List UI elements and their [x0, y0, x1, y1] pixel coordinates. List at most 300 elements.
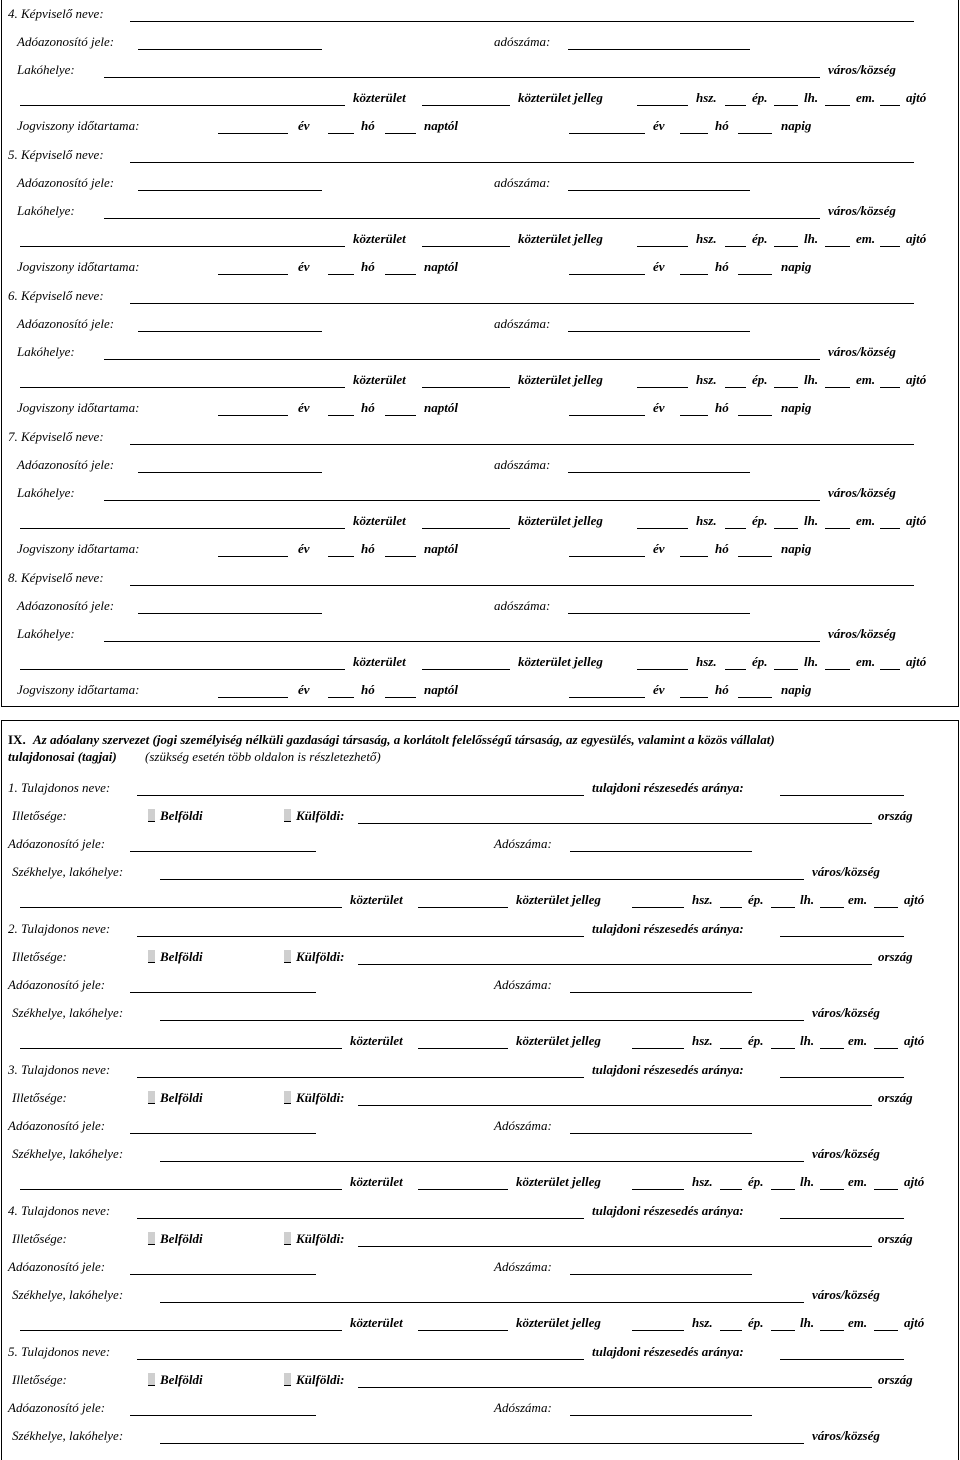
from-label: naptól: [424, 682, 458, 697]
building-label: ép.: [748, 1033, 764, 1048]
tax-number-field[interactable]: [568, 613, 750, 614]
floor-field[interactable]: [820, 1189, 844, 1190]
street-type-field[interactable]: [418, 1189, 508, 1190]
door-field[interactable]: [880, 246, 900, 247]
door-field[interactable]: [880, 669, 900, 670]
stairs-label: lh.: [800, 1174, 815, 1189]
floor-label: em.: [856, 90, 876, 105]
city-label: város/község: [812, 1287, 880, 1302]
building-label: ép.: [752, 372, 768, 387]
floor-field[interactable]: [825, 528, 850, 529]
year-label: év: [298, 400, 310, 415]
tax-number-field[interactable]: [570, 1274, 752, 1275]
floor-label: em.: [848, 892, 868, 907]
section-title: Az adóalany szervezet (jogi személyiség nélküli gazdasági társaság, a korlátolt felelősségű társaság, az egyesülés, valamint a közös vállalat): [33, 732, 775, 747]
from-day-field[interactable]: [385, 415, 416, 416]
representative-name-label: 5. Képviselő neve:: [8, 147, 104, 162]
year-label: év: [653, 400, 665, 415]
domestic-label: Belföldi: [160, 1231, 203, 1246]
door-field[interactable]: [874, 1330, 898, 1331]
foreign-label: Külföldi:: [296, 949, 345, 964]
owner-name-field[interactable]: [137, 795, 584, 796]
floor-label: em.: [856, 372, 876, 387]
share-field[interactable]: [780, 936, 904, 937]
seat-postcode-field[interactable]: [160, 1302, 196, 1303]
floor-field[interactable]: [825, 246, 850, 247]
from-year-field[interactable]: [218, 133, 288, 134]
building-label: ép.: [748, 1315, 764, 1330]
street-type-field[interactable]: [422, 528, 510, 529]
domestic-label: Belföldi: [160, 1090, 203, 1105]
tax-number-field[interactable]: [570, 1133, 752, 1134]
representative-name-label: 6. Képviselő neve:: [8, 288, 104, 303]
residence-label: Lakóhelye:: [17, 485, 75, 500]
seat-postcode-field[interactable]: [160, 1161, 196, 1162]
tax-id-field[interactable]: [130, 1133, 316, 1134]
from-month-field[interactable]: [328, 556, 354, 557]
street-type-label: közterület jelleg: [518, 231, 603, 246]
country-field[interactable]: [358, 1105, 872, 1106]
tax-number-label: Adószáma:: [494, 1259, 552, 1274]
residence-postcode-field[interactable]: [104, 641, 133, 642]
to-year-field[interactable]: [569, 133, 645, 134]
house-no-field[interactable]: [632, 907, 684, 908]
tax-id-field[interactable]: [130, 1274, 316, 1275]
from-year-field[interactable]: [218, 556, 288, 557]
tax-number-label: adószáma:: [494, 598, 551, 613]
street-field[interactable]: [20, 1189, 342, 1190]
from-year-field[interactable]: [218, 697, 288, 698]
tax-id-label: Adóazonosító jele:: [17, 175, 115, 190]
stairs-field[interactable]: [774, 669, 798, 670]
representative-name-label: 4. Képviselő neve:: [8, 6, 104, 21]
to-month-field[interactable]: [680, 274, 708, 275]
from-month-field[interactable]: [328, 133, 354, 134]
building-field[interactable]: [725, 246, 746, 247]
street-field[interactable]: [20, 528, 345, 529]
residence-postcode-field[interactable]: [104, 359, 133, 360]
to-year-field[interactable]: [569, 274, 645, 275]
house-no-field[interactable]: [637, 387, 688, 388]
building-field[interactable]: [725, 387, 746, 388]
tax-number-field[interactable]: [568, 49, 750, 50]
to-month-field[interactable]: [680, 556, 708, 557]
tax-id-label: Adóazonosító jele:: [8, 1259, 106, 1274]
domestic-checkbox[interactable]: [148, 1091, 155, 1104]
tax-id-field[interactable]: [138, 49, 322, 50]
house-no-field[interactable]: [637, 669, 688, 670]
city-label: város/község: [812, 1428, 880, 1443]
stairs-label: lh.: [804, 90, 819, 105]
tax-id-field[interactable]: [130, 851, 316, 852]
street-type-field[interactable]: [422, 246, 510, 247]
foreign-label: Külföldi:: [296, 1231, 345, 1246]
tax-id-field[interactable]: [130, 1415, 316, 1416]
year-label: év: [298, 541, 310, 556]
foreign-checkbox[interactable]: [284, 1373, 291, 1386]
residency-label: Illetősége:: [12, 949, 67, 964]
tax-number-label: Adószáma:: [494, 836, 552, 851]
street-type-field[interactable]: [418, 1048, 508, 1049]
year-label: év: [653, 118, 665, 133]
domestic-checkbox[interactable]: [148, 950, 155, 963]
to-day-field[interactable]: [738, 133, 772, 134]
tax-number-field[interactable]: [570, 851, 752, 852]
to-label: napig: [781, 259, 812, 274]
from-month-field[interactable]: [328, 274, 354, 275]
country-label: ország: [878, 1090, 913, 1105]
residence-postcode-field[interactable]: [104, 77, 133, 78]
seat-city-field[interactable]: [196, 879, 804, 880]
residence-postcode-field[interactable]: [104, 500, 133, 501]
tax-number-field[interactable]: [568, 190, 750, 191]
seat-postcode-field[interactable]: [160, 1020, 196, 1021]
street-label: közterület: [350, 1174, 403, 1189]
duration-label: Jogviszony időtartama:: [17, 118, 140, 133]
to-label: napig: [781, 400, 812, 415]
house-no-field[interactable]: [632, 1048, 684, 1049]
residence-city-field[interactable]: [133, 218, 820, 219]
street-field[interactable]: [20, 1330, 342, 1331]
tax-id-field[interactable]: [138, 613, 322, 614]
street-type-label: közterület jelleg: [516, 892, 601, 907]
owner-name-field[interactable]: [137, 1218, 584, 1219]
house-no-field[interactable]: [632, 1330, 684, 1331]
to-month-field[interactable]: [680, 133, 708, 134]
owner-name-label: 4. Tulajdonos neve:: [8, 1203, 111, 1218]
share-field[interactable]: [780, 1077, 904, 1078]
share-label: tulajdoni részesedés aránya:: [592, 921, 744, 936]
section-title-bold: tulajdonosai (tagjai): [8, 749, 117, 764]
foreign-label: Külföldi:: [296, 1372, 345, 1387]
from-day-field[interactable]: [385, 556, 416, 557]
door-label: ajtó: [906, 654, 927, 669]
from-label: naptól: [424, 259, 458, 274]
city-label: város/község: [828, 626, 896, 641]
seat-postcode-field[interactable]: [160, 1443, 196, 1444]
to-label: napig: [781, 118, 812, 133]
stairs-label: lh.: [804, 231, 819, 246]
street-type-label: közterület jelleg: [518, 513, 603, 528]
door-field[interactable]: [880, 387, 900, 388]
stairs-label: lh.: [800, 1033, 815, 1048]
tax-id-field[interactable]: [138, 472, 322, 473]
tax-id-field[interactable]: [138, 190, 322, 191]
door-label: ajtó: [904, 1033, 925, 1048]
seat-label: Székhelye, lakóhelye:: [12, 1005, 124, 1020]
representative-name-field[interactable]: [130, 162, 914, 163]
residence-postcode-field[interactable]: [104, 218, 133, 219]
door-label: ajtó: [906, 90, 927, 105]
seat-city-field[interactable]: [196, 1020, 804, 1021]
to-year-field[interactable]: [569, 556, 645, 557]
tax-number-label: adószáma:: [494, 316, 551, 331]
floor-label: em.: [856, 654, 876, 669]
seat-label: Székhelye, lakóhelye:: [12, 1146, 124, 1161]
street-type-field[interactable]: [422, 387, 510, 388]
year-label: év: [298, 259, 310, 274]
seat-postcode-field[interactable]: [160, 879, 196, 880]
from-month-field[interactable]: [328, 415, 354, 416]
month-label: hó: [361, 118, 375, 133]
owner-name-label: 5. Tulajdonos neve:: [8, 1344, 111, 1359]
from-day-field[interactable]: [385, 133, 416, 134]
to-day-field[interactable]: [738, 274, 772, 275]
street-type-field[interactable]: [422, 669, 510, 670]
building-field[interactable]: [725, 105, 746, 106]
door-field[interactable]: [874, 1189, 898, 1190]
owner-name-field[interactable]: [137, 1359, 584, 1360]
residence-label: Lakóhelye:: [17, 203, 75, 218]
house-no-field[interactable]: [632, 1189, 684, 1190]
building-label: ép.: [748, 1174, 764, 1189]
duration-label: Jogviszony időtartama:: [17, 682, 140, 697]
share-label: tulajdoni részesedés aránya:: [592, 1062, 744, 1077]
month-label: hó: [715, 400, 729, 415]
month-label: hó: [361, 400, 375, 415]
year-label: év: [653, 541, 665, 556]
section-title-note: (szükség esetén több oldalon is részletezhető): [145, 749, 381, 764]
section-number: IX.: [8, 732, 26, 747]
tax-number-label: Adószáma:: [494, 1400, 552, 1415]
stairs-label: lh.: [804, 654, 819, 669]
street-field[interactable]: [20, 246, 345, 247]
door-label: ajtó: [906, 231, 927, 246]
month-label: hó: [361, 682, 375, 697]
street-field[interactable]: [20, 105, 345, 106]
street-type-field[interactable]: [418, 1330, 508, 1331]
residence-label: Lakóhelye:: [17, 344, 75, 359]
stairs-label: lh.: [804, 372, 819, 387]
domestic-label: Belföldi: [160, 1372, 203, 1387]
street-type-label: közterület jelleg: [516, 1174, 601, 1189]
floor-field[interactable]: [820, 1048, 844, 1049]
city-label: város/község: [828, 62, 896, 77]
floor-field[interactable]: [825, 669, 850, 670]
house-no-label: hsz.: [692, 892, 713, 907]
floor-label: em.: [848, 1315, 868, 1330]
seat-label: Székhelye, lakóhelye:: [12, 1287, 124, 1302]
to-day-field[interactable]: [738, 556, 772, 557]
stairs-field[interactable]: [774, 105, 798, 106]
tax-id-label: Adóazonosító jele:: [17, 34, 115, 49]
tax-number-label: Adószáma:: [494, 977, 552, 992]
to-month-field[interactable]: [680, 697, 708, 698]
house-no-field[interactable]: [637, 528, 688, 529]
tax-id-label: Adóazonosító jele:: [8, 1118, 106, 1133]
month-label: hó: [361, 541, 375, 556]
share-field[interactable]: [780, 1359, 904, 1360]
duration-label: Jogviszony időtartama:: [17, 259, 140, 274]
from-year-field[interactable]: [218, 274, 288, 275]
stairs-field[interactable]: [774, 387, 798, 388]
city-label: város/község: [812, 1005, 880, 1020]
street-label: közterület: [350, 892, 403, 907]
tax-number-field[interactable]: [570, 1415, 752, 1416]
from-day-field[interactable]: [385, 274, 416, 275]
building-field[interactable]: [725, 669, 746, 670]
house-no-label: hsz.: [696, 513, 717, 528]
door-field[interactable]: [874, 907, 898, 908]
street-type-field[interactable]: [422, 105, 510, 106]
from-day-field[interactable]: [385, 697, 416, 698]
floor-field[interactable]: [820, 907, 844, 908]
street-field[interactable]: [20, 387, 345, 388]
tax-number-field[interactable]: [568, 331, 750, 332]
tax-number-label: adószáma:: [494, 34, 551, 49]
country-field[interactable]: [358, 823, 872, 824]
floor-field[interactable]: [825, 387, 850, 388]
street-type-label: közterület jelleg: [516, 1033, 601, 1048]
foreign-checkbox[interactable]: [284, 1091, 291, 1104]
representative-name-field[interactable]: [130, 585, 914, 586]
house-no-label: hsz.: [692, 1174, 713, 1189]
street-label: közterület: [353, 231, 406, 246]
stairs-field[interactable]: [771, 1330, 795, 1331]
seat-label: Székhelye, lakóhelye:: [12, 864, 124, 879]
foreign-checkbox[interactable]: [284, 1232, 291, 1245]
duration-label: Jogviszony időtartama:: [17, 541, 140, 556]
residence-label: Lakóhelye:: [17, 62, 75, 77]
floor-label: em.: [848, 1174, 868, 1189]
residence-city-field[interactable]: [133, 641, 820, 642]
tax-number-field[interactable]: [570, 992, 752, 993]
residence-city-field[interactable]: [133, 359, 820, 360]
share-label: tulajdoni részesedés aránya:: [592, 1344, 744, 1359]
to-label: napig: [781, 541, 812, 556]
tax-id-label: Adóazonosító jele:: [17, 598, 115, 613]
duration-label: Jogviszony időtartama:: [17, 400, 140, 415]
domestic-checkbox[interactable]: [148, 809, 155, 822]
building-field[interactable]: [720, 1189, 742, 1190]
year-label: év: [653, 259, 665, 274]
building-label: ép.: [752, 654, 768, 669]
from-year-field[interactable]: [218, 415, 288, 416]
stairs-field[interactable]: [774, 246, 798, 247]
stairs-label: lh.: [800, 892, 815, 907]
share-field[interactable]: [780, 795, 904, 796]
domestic-checkbox[interactable]: [148, 1373, 155, 1386]
representative-name-label: 7. Képviselő neve:: [8, 429, 104, 444]
country-label: ország: [878, 1372, 913, 1387]
street-field[interactable]: [20, 1048, 342, 1049]
foreign-checkbox[interactable]: [284, 809, 291, 822]
stairs-field[interactable]: [771, 1189, 795, 1190]
residency-label: Illetősége:: [12, 1090, 67, 1105]
representative-name-field[interactable]: [130, 303, 914, 304]
street-label: közterület: [350, 1315, 403, 1330]
stairs-field[interactable]: [771, 1048, 795, 1049]
stairs-field[interactable]: [774, 528, 798, 529]
building-label: ép.: [748, 892, 764, 907]
representative-name-field[interactable]: [130, 444, 914, 445]
representative-name-field[interactable]: [130, 21, 914, 22]
building-field[interactable]: [725, 528, 746, 529]
door-label: ajtó: [904, 892, 925, 907]
tax-id-field[interactable]: [130, 992, 316, 993]
seat-city-field[interactable]: [196, 1443, 804, 1444]
seat-city-field[interactable]: [196, 1302, 804, 1303]
to-year-field[interactable]: [569, 697, 645, 698]
street-field[interactable]: [20, 907, 342, 908]
residence-label: Lakóhelye:: [17, 626, 75, 641]
representatives-section: [1, 0, 959, 707]
foreign-checkbox[interactable]: [284, 950, 291, 963]
to-year-field[interactable]: [569, 415, 645, 416]
country-field[interactable]: [358, 1246, 872, 1247]
owner-name-label: 1. Tulajdonos neve:: [8, 780, 111, 795]
city-label: város/község: [828, 203, 896, 218]
door-field[interactable]: [880, 105, 900, 106]
tax-number-label: adószáma:: [494, 457, 551, 472]
city-label: város/község: [812, 1146, 880, 1161]
domestic-checkbox[interactable]: [148, 1232, 155, 1245]
building-field[interactable]: [720, 907, 742, 908]
year-label: év: [653, 682, 665, 697]
city-label: város/község: [812, 864, 880, 879]
owner-name-field[interactable]: [137, 936, 584, 937]
floor-field[interactable]: [820, 1330, 844, 1331]
street-type-field[interactable]: [418, 907, 508, 908]
door-label: ajtó: [906, 372, 927, 387]
to-day-field[interactable]: [738, 415, 772, 416]
house-no-label: hsz.: [696, 231, 717, 246]
owner-name-field[interactable]: [137, 1077, 584, 1078]
seat-label: Székhelye, lakóhelye:: [12, 1428, 124, 1443]
street-type-label: közterület jelleg: [518, 654, 603, 669]
street-label: közterület: [353, 654, 406, 669]
house-no-field[interactable]: [637, 246, 688, 247]
tax-id-label: Adóazonosító jele:: [8, 1400, 106, 1415]
street-field[interactable]: [20, 669, 345, 670]
month-label: hó: [715, 682, 729, 697]
street-type-label: közterület jelleg: [516, 1315, 601, 1330]
month-label: hó: [715, 541, 729, 556]
floor-field[interactable]: [825, 105, 850, 106]
owner-name-label: 3. Tulajdonos neve:: [8, 1062, 111, 1077]
month-label: hó: [715, 118, 729, 133]
share-label: tulajdoni részesedés aránya:: [592, 1203, 744, 1218]
foreign-label: Külföldi:: [296, 1090, 345, 1105]
building-label: ép.: [752, 90, 768, 105]
domestic-label: Belföldi: [160, 949, 203, 964]
seat-city-field[interactable]: [196, 1161, 804, 1162]
representative-name-label: 8. Képviselő neve:: [8, 570, 104, 585]
stairs-field[interactable]: [771, 907, 795, 908]
door-label: ajtó: [904, 1315, 925, 1330]
from-month-field[interactable]: [328, 697, 354, 698]
to-month-field[interactable]: [680, 415, 708, 416]
country-field[interactable]: [358, 1387, 872, 1388]
month-label: hó: [361, 259, 375, 274]
house-no-field[interactable]: [637, 105, 688, 106]
house-no-label: hsz.: [696, 90, 717, 105]
tax-id-field[interactable]: [138, 331, 322, 332]
building-field[interactable]: [720, 1048, 742, 1049]
from-label: naptól: [424, 400, 458, 415]
tax-number-field[interactable]: [568, 472, 750, 473]
owner-name-label: 2. Tulajdonos neve:: [8, 921, 111, 936]
residence-city-field[interactable]: [133, 500, 820, 501]
share-field[interactable]: [780, 1218, 904, 1219]
to-day-field[interactable]: [738, 697, 772, 698]
door-field[interactable]: [880, 528, 900, 529]
building-field[interactable]: [720, 1330, 742, 1331]
door-field[interactable]: [874, 1048, 898, 1049]
residence-city-field[interactable]: [133, 77, 820, 78]
country-field[interactable]: [358, 964, 872, 965]
from-label: naptól: [424, 118, 458, 133]
